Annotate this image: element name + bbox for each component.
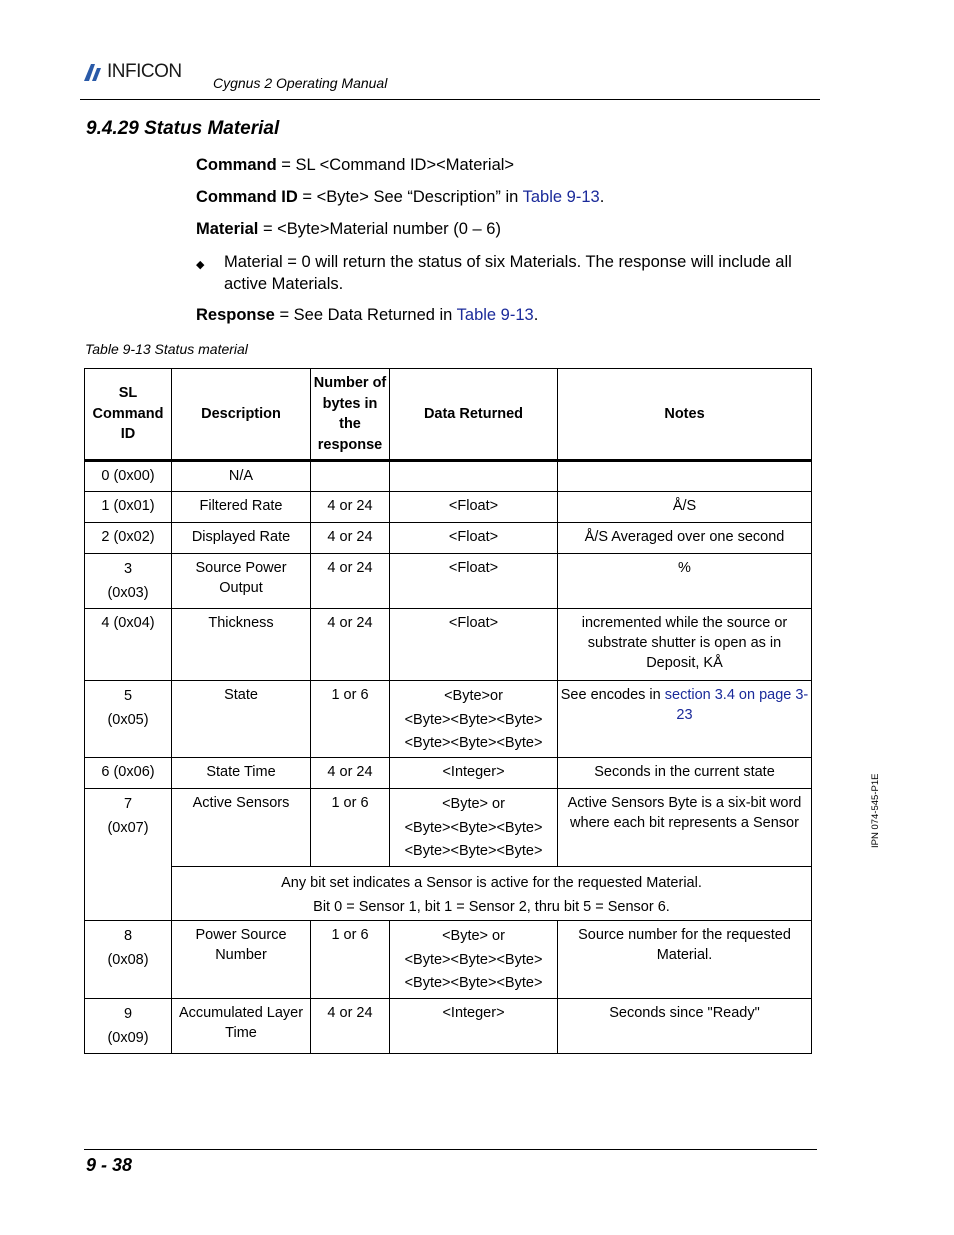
response-line xyxy=(196,304,538,326)
cell-line: <Byte> or xyxy=(442,928,505,944)
table-cell: 4 or 24 xyxy=(311,523,390,554)
command-text: = SL <Command ID><Material> xyxy=(276,156,515,174)
command-id-text: = <Byte> See “Description” in xyxy=(297,188,523,206)
command-label: Command xyxy=(196,156,277,174)
cell-line: <Byte>or xyxy=(444,688,503,704)
table-cell: 6 (0x06) xyxy=(85,758,172,789)
cell-line: (0x03) xyxy=(107,584,149,601)
footer-rule xyxy=(84,1149,817,1150)
table-cell: 4 or 24 xyxy=(311,554,390,609)
bullet-text: Material = 0 will return the status of six Materials. The response will include all active Materials. xyxy=(224,253,792,293)
cell-line: (0x09) xyxy=(107,1029,149,1046)
inficon-logo-icon xyxy=(82,61,104,83)
cell-line: <Byte><Byte><Byte> xyxy=(404,843,543,859)
diamond-bullet-icon: ◆ xyxy=(196,259,205,271)
header-cell: Data Returned xyxy=(390,369,558,461)
table-row xyxy=(85,461,812,492)
table-cell: <Float> xyxy=(390,523,558,554)
command-line xyxy=(196,154,514,176)
table-cell: Seconds in the current state xyxy=(558,758,812,789)
table-cell xyxy=(390,921,558,999)
table-cell: 1 or 6 xyxy=(311,789,390,867)
cell-line: <Byte><Byte><Byte> xyxy=(404,951,543,968)
response-end: . xyxy=(533,306,539,324)
cell-line: Any bit set indicates a Sensor is active for the requested Material. xyxy=(281,875,702,891)
command-id-end: . xyxy=(599,188,605,206)
table-span-row xyxy=(85,867,812,921)
table-row xyxy=(85,758,812,789)
header-cell: Description xyxy=(172,369,311,461)
table-cell: State xyxy=(172,681,311,758)
table-cell: 4 (0x04) xyxy=(85,609,172,681)
cell-line: 5 xyxy=(123,688,133,704)
cell-line: (0x07) xyxy=(107,819,149,836)
table-cell xyxy=(85,789,172,921)
cell-line: 9 xyxy=(123,1006,133,1022)
table-cell: Source number for the requested Material. xyxy=(558,921,812,999)
cell-line: Bit 0 = Sensor 1, bit 1 = Sensor 2, thru bit 5 = Sensor 6. xyxy=(313,898,670,915)
cell-line: 7 xyxy=(123,796,133,812)
table-row xyxy=(85,789,812,867)
table-cell: 1 (0x01) xyxy=(85,492,172,523)
table-row xyxy=(85,999,812,1054)
table-row xyxy=(85,492,812,523)
table-cell: Å/S Averaged over one second xyxy=(558,523,812,554)
cell-line: 3 xyxy=(123,561,133,577)
table-cell: Seconds since "Ready" xyxy=(558,999,812,1054)
cell-line: (0x05) xyxy=(107,711,149,728)
header-cell: Number of bytes in the response xyxy=(311,369,390,461)
table-row xyxy=(85,523,812,554)
table-cell: Active Sensors Byte is a six-bit word where each bit represents a Sensor xyxy=(558,789,812,867)
table-cell: % xyxy=(558,554,812,609)
table-link[interactable]: Table 9-13 xyxy=(522,188,600,206)
table-row xyxy=(85,554,812,609)
brand-name: INFICON xyxy=(107,61,182,82)
table-cell: <Float> xyxy=(390,554,558,609)
table-cell: <Integer> xyxy=(390,758,558,789)
table-cell: 4 or 24 xyxy=(311,609,390,681)
section-title: 9.4.29 Status Material xyxy=(86,118,280,139)
material-text: = <Byte>Material number (0 – 6) xyxy=(258,220,501,238)
table-cell: N/A xyxy=(172,461,311,492)
table-cell: Å/S xyxy=(558,492,812,523)
table-cell: incremented while the source or substrate shutter is open as in Deposit, KÅ xyxy=(558,609,812,681)
cell-line: <Byte><Byte><Byte> xyxy=(404,975,543,991)
material-label: Material xyxy=(196,220,259,238)
material-line xyxy=(196,218,501,240)
table-cell xyxy=(390,461,558,492)
table-cell xyxy=(390,681,558,758)
command-id-line xyxy=(196,186,604,208)
table-cell: Thickness xyxy=(172,609,311,681)
header-rule xyxy=(80,99,820,100)
table-cell: Source Power Output xyxy=(172,554,311,609)
table-cell xyxy=(85,921,172,999)
table-link[interactable]: Table 9-13 xyxy=(456,306,534,324)
table-cell: <Float> xyxy=(390,492,558,523)
table-cell: 1 or 6 xyxy=(311,921,390,999)
cell-line: <Byte> or xyxy=(442,796,505,812)
table-cell: 4 or 24 xyxy=(311,999,390,1054)
table-row xyxy=(85,609,812,681)
table-cell xyxy=(390,789,558,867)
table-span-cell xyxy=(172,867,812,921)
table-cell: State Time xyxy=(172,758,311,789)
manual-title: Cygnus 2 Operating Manual xyxy=(213,75,388,91)
status-material-table xyxy=(84,368,812,1054)
cell-line: <Byte><Byte><Byte> xyxy=(404,735,543,751)
ipn-side-label: IPN 074-545-P1E xyxy=(870,773,881,848)
response-label: Response xyxy=(196,306,275,324)
cell-line: (0x08) xyxy=(107,951,149,968)
table-cell: Power Source Number xyxy=(172,921,311,999)
table-cell xyxy=(85,999,172,1054)
table-cell: 4 or 24 xyxy=(311,492,390,523)
cell-text: See encodes in xyxy=(560,687,665,703)
table-cell xyxy=(311,461,390,492)
section-link[interactable]: section 3.4 on page 3-23 xyxy=(664,687,809,723)
response-text: = See Data Returned in xyxy=(274,306,457,324)
table-cell: 0 (0x00) xyxy=(85,461,172,492)
cell-line: 8 xyxy=(123,928,133,944)
table-cell: Displayed Rate xyxy=(172,523,311,554)
inficon-logo xyxy=(82,60,182,84)
cell-line: <Byte><Byte><Byte> xyxy=(404,819,543,836)
table-cell xyxy=(558,681,812,758)
table-cell: 4 or 24 xyxy=(311,758,390,789)
table-cell: Filtered Rate xyxy=(172,492,311,523)
table-cell xyxy=(85,554,172,609)
table-caption: Table 9-13 Status material xyxy=(85,341,248,357)
table-cell xyxy=(558,461,812,492)
table-cell xyxy=(85,681,172,758)
table-cell: Accumulated Layer Time xyxy=(172,999,311,1054)
table-row xyxy=(85,921,812,999)
page-number: 9 - 38 xyxy=(86,1155,133,1175)
table-row xyxy=(85,681,812,758)
header-cell: Notes xyxy=(558,369,812,461)
table-cell: <Integer> xyxy=(390,999,558,1054)
command-id-label: Command ID xyxy=(196,188,298,206)
table-cell: Active Sensors xyxy=(172,789,311,867)
table-cell: 2 (0x02) xyxy=(85,523,172,554)
cell-line: <Byte><Byte><Byte> xyxy=(404,711,543,728)
header-cell: SL Command ID xyxy=(85,369,172,461)
table-header-row xyxy=(85,369,812,461)
table-cell: 1 or 6 xyxy=(311,681,390,758)
table-cell: <Float> xyxy=(390,609,558,681)
